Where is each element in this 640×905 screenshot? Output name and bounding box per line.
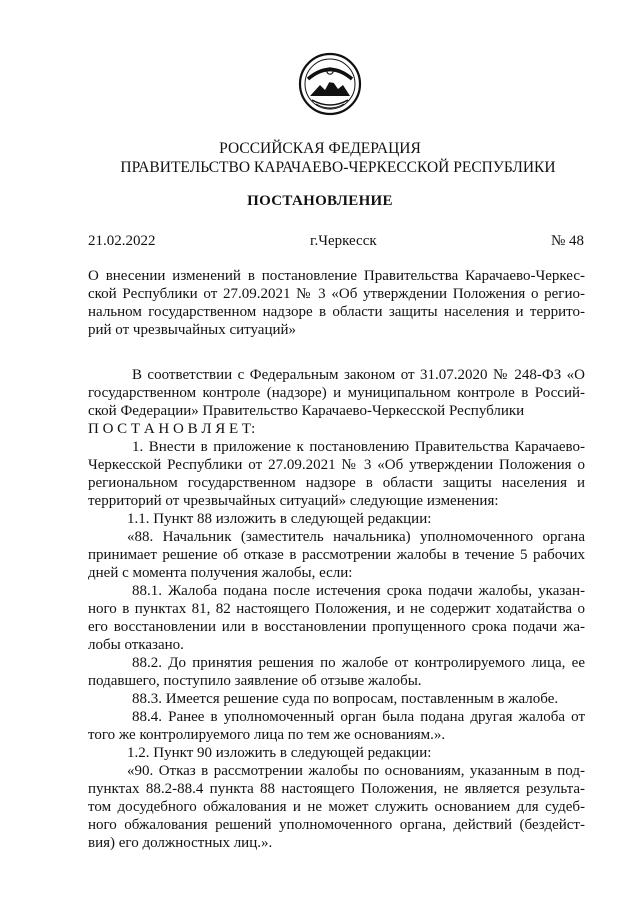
body-line: пунктах 88.2-88.4 пункта 88 настоящего Положения, не является результа- (88, 781, 585, 797)
government-name: ПРАВИТЕЛЬСТВО КАРАЧАЕВО-ЧЕРКЕССКОЙ РЕСПУБЛИКИ (120, 159, 556, 176)
document-body (88, 366, 585, 852)
body-line: 1. Внести в приложение к постановлению Правительства Карачаево- (132, 439, 585, 455)
body-line: 1.2. Пункт 90 изложить в следующей редакции: (127, 745, 432, 761)
body-line: дней с момента получения жалобы, если: (88, 565, 353, 581)
coat-of-arms-icon (298, 52, 362, 116)
body-line: региональном государственном надзоре в области защиты населения и (88, 475, 585, 491)
document-type: ПОСТАНОВЛЕНИЕ (247, 193, 393, 209)
document-date: 21.02.2022 (88, 233, 156, 249)
body-line: ного обжалования решений уполномоченного органа, действий (бездейст- (88, 817, 585, 833)
title-line: О внесении изменений в постановление Правительства Карачаево-Черкес- (88, 268, 585, 284)
document-city: г.Черкесск (310, 233, 377, 249)
body-line: государственном контроле (надзоре) и муниципальном контроле в Россий- (88, 385, 585, 401)
decree-keyword: П О С Т А Н О В Л Я Е Т: (88, 421, 256, 437)
body-line: 1.1. Пункт 88 изложить в следующей редакции: (127, 511, 432, 527)
body-line: В соответствии с Федеральным законом от 31.07.2020 № 248-ФЗ «О (132, 367, 585, 383)
document-number: № 48 (550, 233, 584, 249)
body-line: подавшего, поступило заявление об отзыве жалобы. (88, 673, 422, 689)
body-line: Черкесской Республики от 27.09.2021 № 3 «Об утверждении Положения о (88, 457, 585, 473)
body-line: того же контролируемого лица по тем же основаниям.». (88, 727, 446, 743)
body-line: 88.2. До принятия решения по жалобе от контролируемого лица, ее (132, 655, 585, 671)
body-line: ного в пунктах 81, 82 настоящего Положения, и не содержит ходатайства о (88, 601, 585, 617)
title-line: ской Республики от 27.09.2021 № 3 «Об утверждении Положения о регио- (88, 286, 585, 302)
body-line: 88.3. Имеется решение суда по вопросам, поставленным в жалобе. (132, 691, 559, 707)
body-line: 88.4. Ранее в уполномоченный орган была подана другая жалоба от (132, 709, 585, 725)
body-line: том досудебного обжалования и не может служить основанием для судеб- (88, 799, 585, 815)
document-meta (88, 233, 584, 253)
document-title (88, 267, 585, 339)
body-line: принимает решение об отказе в рассмотрении жалобы в течение 5 рабочих (88, 547, 585, 563)
title-line: рий от чрезвычайных ситуаций» (88, 322, 297, 338)
body-line: ской Федерации» Правительство Карачаево-Черкесской Республики (88, 403, 525, 419)
country-name: РОССИЙСКАЯ ФЕДЕРАЦИЯ (219, 140, 421, 157)
body-line: территорий от чрезвычайных ситуаций» следующие изменения: (88, 493, 499, 509)
body-line: «88. Начальник (заместитель начальника) уполномоченного органа (127, 529, 585, 545)
body-line: 88.1. Жалоба подана после истечения срока подачи жалобы, указан- (132, 583, 585, 599)
issuer-header (0, 139, 640, 177)
body-line: его восстановлении или в восстановлении пропущенного срока подачи жа- (88, 619, 585, 635)
body-line: «90. Отказ в рассмотрении жалобы по основаниям, указанным в под- (127, 763, 585, 779)
title-line: нальном государственном надзоре в области защиты населения и террито- (88, 304, 585, 320)
body-line: лобы отказано. (88, 637, 184, 653)
body-line: вия) его должностных лиц.». (88, 835, 273, 851)
